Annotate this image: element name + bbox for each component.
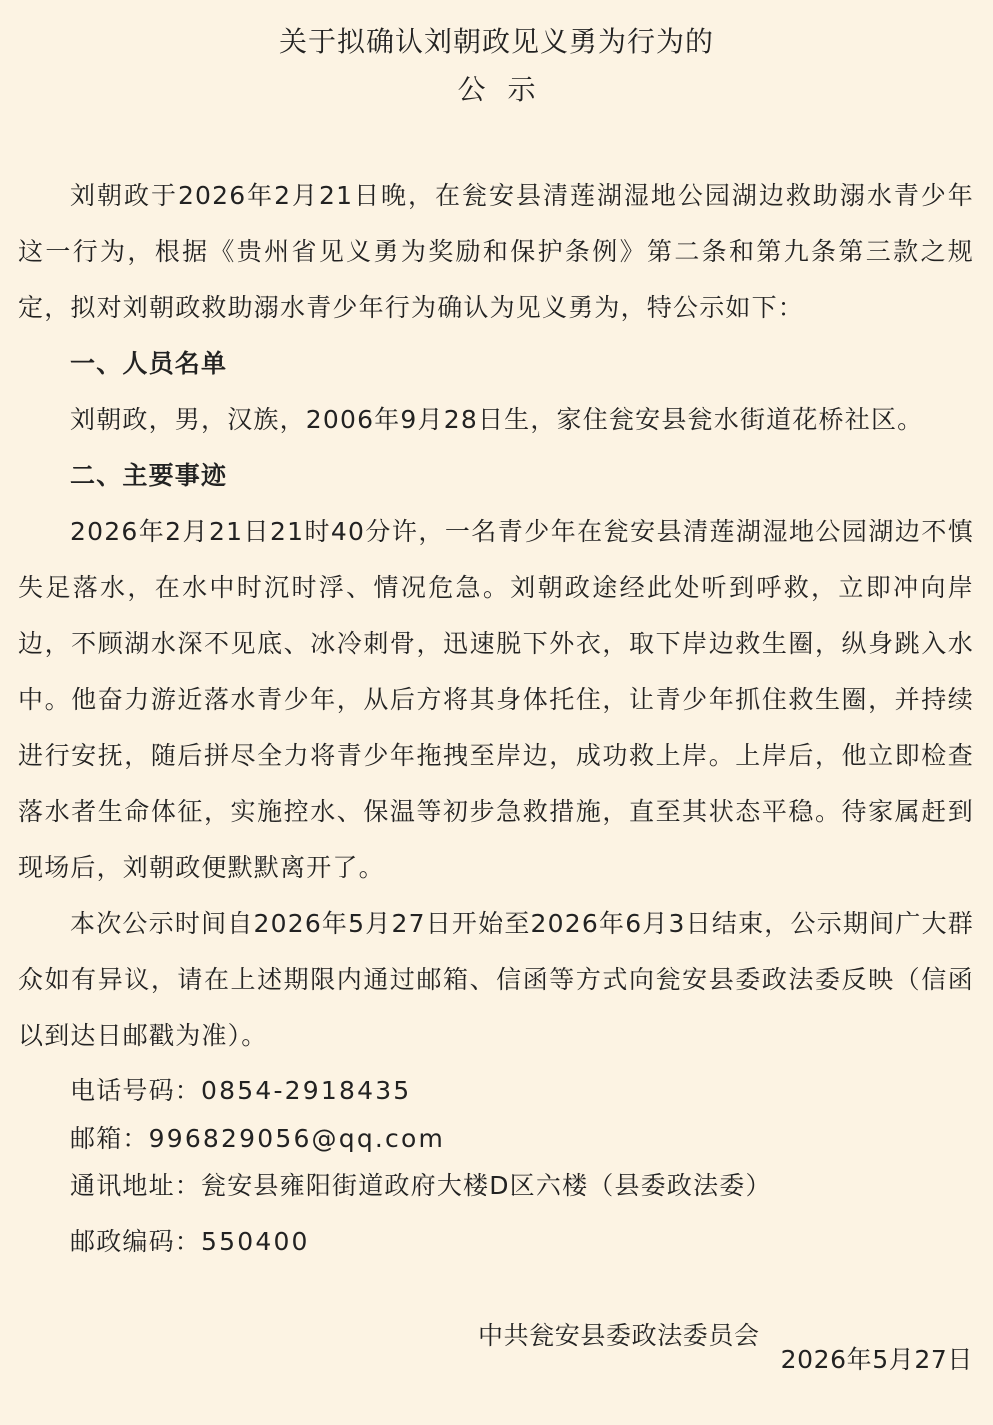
signature-organization: 中共瓮安县委政法委员会 — [478, 1321, 760, 1350]
phone-label: 电话号码： — [70, 1076, 202, 1105]
contact-phone — [70, 1073, 411, 1109]
intro-paragraph: 刘朝政于2026年2月21日晚，在瓮安县清莲湖湿地公园湖边救助溺水青少年这一行为，根据《贵州省见义勇为奖励和保护条例》第二条和第九条第三款之规定，拟对刘朝政救助溺水青少年行为确认为见义勇为，特公示如下： — [18, 181, 974, 322]
address-label: 通讯地址： — [70, 1171, 202, 1200]
section-heading-deeds: 二、主要事迹 — [70, 461, 228, 490]
phone-number: 0854-2918435 — [201, 1076, 412, 1105]
postcode-label: 邮政编码： — [70, 1227, 202, 1256]
postcode-value: 550400 — [201, 1227, 310, 1256]
notice-body — [18, 168, 974, 1064]
email-label: 邮箱： — [70, 1124, 149, 1153]
contact-address — [70, 1168, 772, 1204]
section-heading-personnel: 一、人员名单 — [70, 349, 228, 378]
notice-title: 关于拟确认刘朝政见义勇为行为的 — [278, 25, 714, 58]
personnel-paragraph: 刘朝政，男，汉族，2006年9月28日生，家住瓮安县瓮水街道花桥社区。 — [70, 405, 924, 434]
mailing-address: 瓮安县雍阳街道政府大楼D区六楼（县委政法委） — [201, 1171, 772, 1200]
signature-date: 2026年5月27日 — [780, 1345, 973, 1374]
email-address: 996829056@qq.com — [148, 1124, 446, 1153]
deeds-paragraph: 2026年2月21日21时40分许，一名青少年在瓮安县清莲湖湿地公园湖边不慎失足落水，在水中时沉时浮、情况危急。刘朝政途经此处听到呼救，立即冲向岸边，不顾湖水深不见底、冰冷刺骨，迅速脱下外衣，取下岸边救生圈，纵身跳入水中。他奋力游近落水青少年，从后方将其身体托住，让青少年抓住救生圈，并持续进行安抚，随后拼尽全力将青少年拖拽至岸边，成功救上岸。上岸后，他立即检查落水者生命体征，实施控水、保温等初步急救措施，直至其状态平稳。待家属赶到现场后，刘朝政便默默离开了。 — [18, 517, 974, 882]
contact-email — [70, 1121, 445, 1157]
period-paragraph: 本次公示时间自2026年5月27日开始至2026年6月3日结束，公示期间广大群众如有异议，请在上述期限内通过邮箱、信函等方式向瓮安县委政法委反映（信函以到达日邮戳为准）。 — [18, 909, 974, 1050]
contact-postcode — [70, 1224, 310, 1260]
notice-subtitle: 公示 — [457, 73, 558, 106]
